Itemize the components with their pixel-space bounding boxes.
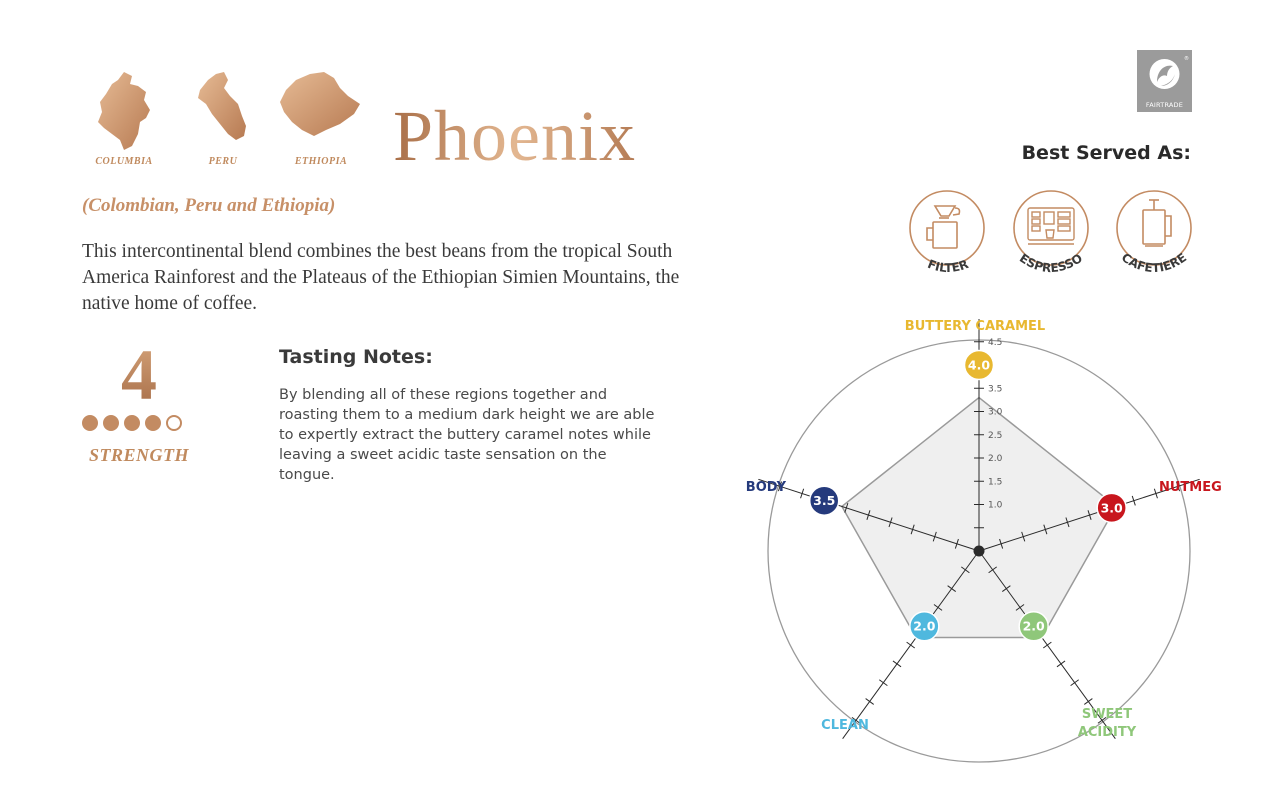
radar-tick-mark: [1084, 699, 1092, 705]
strength-dot-empty: [166, 415, 182, 431]
serve-method-filter: [903, 188, 993, 295]
svg-text:®: ®: [1184, 56, 1189, 62]
radar-axis-label: ACIDITY: [1077, 725, 1137, 740]
tasting-notes-title: Tasting Notes:: [279, 346, 433, 368]
colombia-map-icon: [94, 70, 156, 152]
radar-tick-mark: [866, 699, 874, 705]
strength-dots: [82, 415, 182, 431]
flavour-radar-chart: [720, 300, 1240, 780]
radar-axis-label: BUTTERY CARAMEL: [904, 319, 1046, 334]
strength-dot-filled: [145, 415, 161, 431]
radar-tick-mark: [893, 661, 901, 667]
strength-number: 4: [82, 335, 196, 415]
best-served-title: Best Served As:: [1021, 142, 1191, 164]
radar-tick-label: 3.5: [988, 384, 1003, 395]
radar-tick-label: 1.5: [988, 477, 1003, 488]
svg-text:CAFETIERE: [1119, 250, 1189, 275]
origin-label-colombia: COLUMBIA: [95, 156, 153, 167]
fairtrade-label: FAIRTRADE: [1145, 101, 1184, 109]
serve-label-filter: FILTER: [925, 256, 971, 276]
product-title: Phoenix: [393, 96, 637, 176]
cafetiere-icon: [1143, 200, 1171, 246]
strength-dot-filled: [82, 415, 98, 431]
radar-tick-label: 1.0: [988, 500, 1003, 511]
strength-label: STRENGTH: [88, 445, 189, 465]
radar-tick-label: 2.0: [988, 454, 1003, 464]
radar-tick-mark: [1071, 680, 1079, 686]
radar-tick-mark: [1043, 642, 1051, 648]
radar-tick-label: 3.0: [988, 407, 1003, 418]
serve-label-cafetiere: CAFETIERE: [1118, 250, 1190, 276]
radar-axis-label: BODY: [745, 480, 786, 495]
radar-tick-mark: [1057, 661, 1065, 667]
radar-tick-mark: [907, 642, 915, 648]
filter-coffee-icon: [927, 206, 960, 248]
peru-map-icon: [194, 70, 252, 142]
espresso-machine-icon: [1028, 208, 1074, 244]
serve-label-espresso: ESPRESSO: [1017, 250, 1085, 276]
origin-label-peru: PERU: [208, 156, 238, 167]
radar-center-dot: [974, 546, 985, 557]
radar-value-label: 3.0: [1100, 500, 1123, 516]
fairtrade-logo-icon: [1137, 50, 1192, 112]
radar-value-label: 3.5: [813, 493, 836, 509]
radar-tick-label: 4.5: [988, 337, 1003, 348]
radar-tick-label: 2.5: [988, 430, 1003, 441]
radar-value-label: 2.0: [1022, 618, 1045, 634]
product-description: This intercontinental blend combines the best beans from the tropical South America Rainforest and the Plateaus of the Ethiopian Simien Mountains, the native home of coffee.: [82, 241, 680, 314]
serve-method-cafetiere: [1109, 188, 1199, 295]
strength-dot-filled: [103, 415, 119, 431]
radar-axis-label: NUTMEG: [1159, 480, 1222, 495]
svg-text:FILTER: [926, 257, 971, 275]
radar-value-label: 2.0: [913, 618, 936, 634]
origin-label-ethiopia: ETHIOPIA: [294, 156, 348, 167]
radar-value-label: 4.0: [967, 357, 991, 373]
svg-text:ESPRESSO: [1017, 251, 1085, 275]
radar-tick-mark: [879, 680, 887, 686]
strength-dot-filled: [124, 415, 140, 431]
radar-axis-label: CLEAN: [821, 718, 869, 733]
serve-method-espresso: [1006, 188, 1096, 295]
origins-subtitle: (Colombian, Peru and Ethiopia): [82, 195, 336, 216]
ethiopia-map-icon: [278, 70, 364, 138]
tasting-notes-body: By blending all of these regions together and roasting them to a medium dark height we are able to expertly extract the buttery caramel notes while leaving a sweet acidic taste sensation on the tongue.: [279, 387, 655, 483]
radar-axis-label: SWEET: [1081, 707, 1133, 722]
